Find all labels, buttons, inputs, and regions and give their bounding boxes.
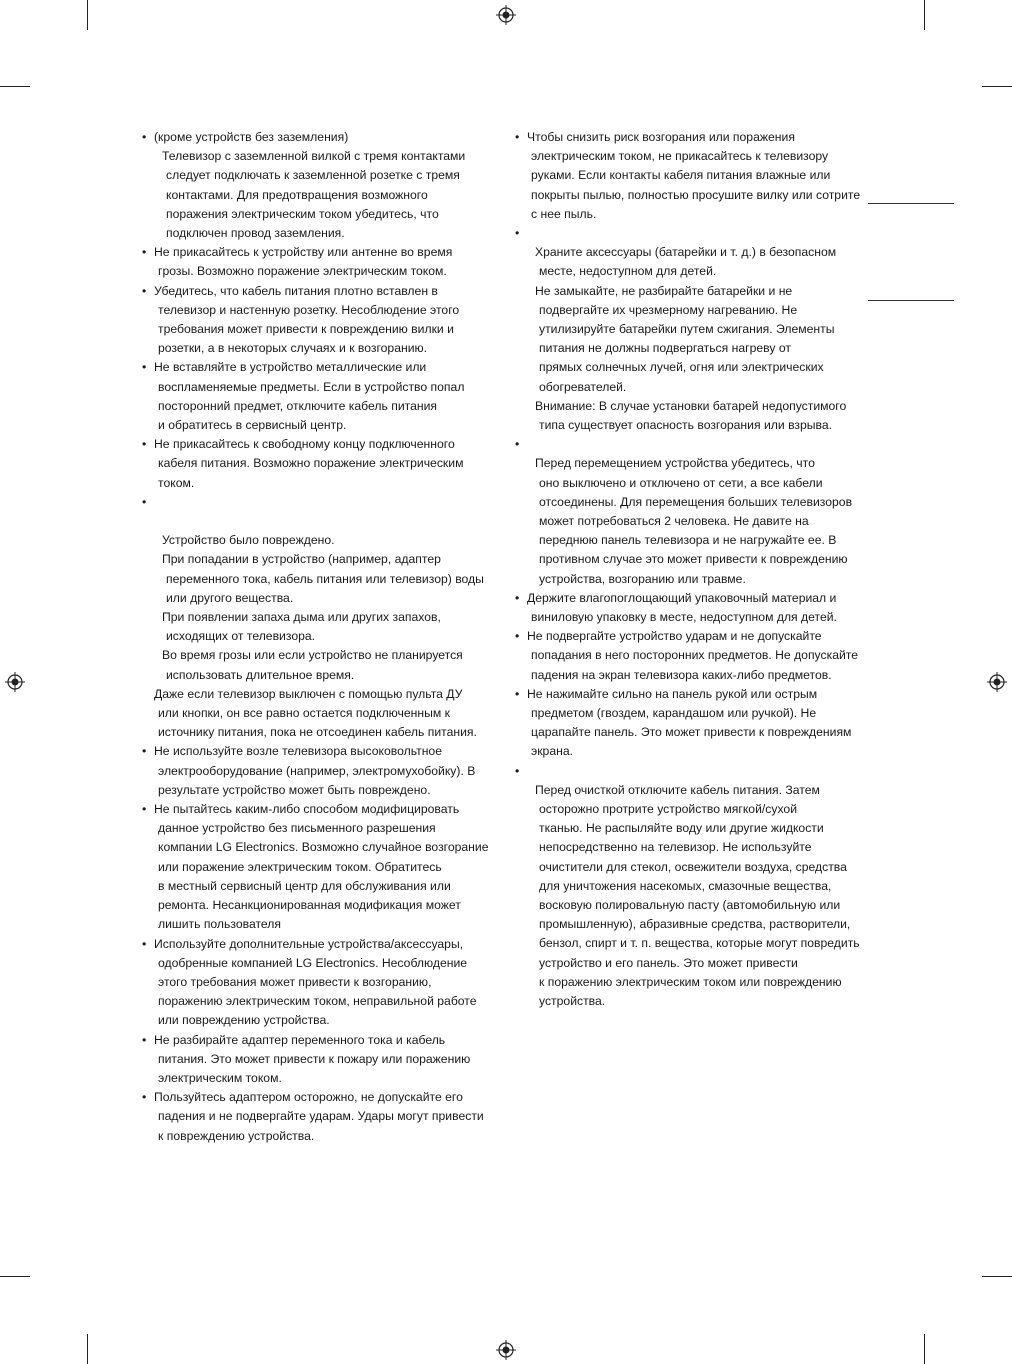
list-item: [142, 531, 487, 550]
paragraph-line: одобренные компанией LG Electronics. Несоблюдение: [158, 955, 468, 970]
paragraph-line: переменного тока, кабель питания или телевизор) воды: [166, 571, 484, 586]
list-item: [142, 1088, 487, 1146]
paragraph-line: требования может привести к повреждению вилки и: [158, 322, 454, 337]
paragraph-line: или поражение электрическим током. Обратитесь: [158, 859, 442, 874]
crop-mark-bottom-left-horizontal: [0, 1276, 30, 1277]
paragraph-line: устройства.: [539, 994, 606, 1009]
crop-mark-bottom-right-vertical: [924, 1334, 925, 1364]
paragraph-line: При попадании в устройство (например, адаптер: [162, 552, 441, 567]
list-item: [515, 454, 860, 588]
paragraph-line: источнику питания, пока не отсоединен кабель питания.: [158, 725, 477, 740]
paragraph-line: использовать длительное время.: [166, 667, 355, 682]
paragraph-line: телевизор и настенную розетку. Несоблюдение этого: [158, 302, 460, 317]
paragraph-line: или кнопки, он все равно остается подключенным к: [158, 706, 450, 721]
paragraph-line: данное устройство без письменного разрешения: [158, 821, 436, 836]
paragraph-line: подключен провод заземления.: [166, 226, 345, 241]
paragraph-line: устройство и его панель. Это может привести: [539, 955, 798, 970]
paragraph-line: падения на экран телевизора каких-либо предметов.: [531, 667, 832, 682]
paragraph-line: попадания в него посторонних предметов. Не допускайте: [531, 648, 859, 663]
paragraph-line: Телевизор с заземленной вилкой с тремя контактами: [162, 149, 466, 164]
paragraph-line: противном случае это может привести к повреждению: [539, 552, 848, 567]
paragraph-line: отсоединены. Для перемещения больших телевизоров: [539, 494, 853, 509]
paragraph-line: питания не должны подвергаться нагреву от: [539, 341, 791, 356]
bullet-marker: •: [142, 283, 147, 298]
paragraph-line: Перед очисткой отключите кабель питания. Затем: [535, 782, 820, 797]
paragraph-line: очистители для стекол, освежители воздуха, средства: [539, 859, 847, 874]
paragraph-line: Не пытайтесь каким-либо способом модифицировать: [154, 802, 460, 817]
paragraph-line: царапайте панель. Это может привести к повреждениям: [531, 725, 852, 740]
paragraph-line: грозы. Возможно поражение электрическим током.: [158, 264, 447, 279]
side-tab-divider: [868, 300, 954, 301]
paragraph-line: розетки, а в некоторых случаях и к возгоранию.: [158, 341, 428, 356]
bullet-marker: •: [142, 494, 147, 509]
paragraph-line: Не разбирайте адаптер переменного тока и кабель: [154, 1032, 446, 1047]
bullet-marker: •: [515, 226, 520, 241]
paragraph-line: компании LG Electronics. Возможно случайное возгорание: [158, 840, 489, 855]
paragraph-line: Внимание: В случае установки батарей недопустимого: [535, 398, 847, 413]
paragraph-line: типа существует опасность возгорания или взрыва.: [539, 418, 833, 433]
paragraph-line: для уничтожения насекомых, смазочные вещества,: [539, 878, 832, 893]
paragraph-line: электрооборудование (например, электромухобойку). В: [158, 763, 476, 778]
paragraph-line: [527, 224, 860, 243]
paragraph-line: питания. Это может привести к пожару или поражению: [158, 1051, 471, 1066]
paragraph-line: посторонний предмет, отключите кабель питания: [158, 398, 437, 413]
paragraph-line: промышленную), абразивные средства, растворители,: [539, 917, 851, 932]
paragraph-line: утилизируйте батарейки путем сжигания. Элементы: [539, 322, 835, 337]
list-item: [142, 243, 487, 281]
list-item: [142, 608, 487, 646]
list-item: [142, 493, 487, 531]
left-column: [142, 128, 487, 1146]
paragraph-line: месте, недоступном для детей.: [539, 264, 717, 279]
paragraph-line: Не вставляйте в устройство металлические или: [154, 360, 427, 375]
paragraph-line: Не нажимайте сильно на панель рукой или острым: [527, 686, 818, 701]
list-item: [515, 435, 860, 454]
paragraph-line: осторожно протрите устройство мягкой/сухой: [539, 802, 797, 817]
paragraph-line: воспламеняемые предметы. Если в устройство попал: [158, 379, 465, 394]
paragraph-line: непосредственно на телевизор. Не используйте: [539, 840, 812, 855]
paragraph-line: Пользуйтесь адаптером осторожно, не допускайте его: [154, 1090, 463, 1105]
paragraph-line: Во время грозы или если устройство не планируется: [162, 648, 463, 663]
paragraph-line: Используйте дополнительные устройства/аксессуары,: [154, 936, 464, 951]
paragraph-line: результате устройство может быть повреждено.: [158, 782, 431, 797]
list-item: [515, 781, 860, 1011]
paragraph-line: оно выключено и отключено от сети, а все кабели: [539, 475, 823, 490]
bullet-marker: •: [515, 763, 520, 778]
paragraph-line: экрана.: [531, 744, 574, 759]
bullet-marker: •: [142, 360, 147, 375]
bullet-marker: •: [142, 1090, 147, 1105]
list-item: [515, 128, 860, 224]
list-item: [515, 685, 860, 762]
registration-mark-icon: [987, 672, 1007, 692]
paragraph-line: к повреждению устройства.: [158, 1128, 315, 1143]
paragraph-line: Не замыкайте, не разбирайте батарейки и не: [535, 283, 793, 298]
list-item: [142, 685, 487, 743]
bullet-marker: •: [515, 590, 520, 605]
paragraph-line: током.: [158, 475, 195, 490]
list-item: [142, 128, 487, 147]
list-item: [142, 435, 487, 493]
list-item: [515, 589, 860, 627]
list-item: [142, 646, 487, 684]
paragraph-line: может потребоваться 2 человека. Не давите на: [539, 514, 809, 529]
bullet-marker: •: [142, 245, 147, 260]
paragraph-line: следует подключать к заземленной розетке с тремя: [166, 168, 460, 183]
registration-mark-icon: [496, 1340, 516, 1360]
right-column: [515, 128, 860, 1011]
paragraph-line: обогревателей.: [539, 379, 627, 394]
paragraph-line: [527, 435, 860, 454]
paragraph-line: Чтобы снизить риск возгорания или поражения: [527, 130, 795, 144]
list-item: [142, 147, 487, 243]
paragraph-line: исходящих от телевизора.: [166, 629, 316, 644]
paragraph-line: Даже если телевизор выключен с помощью пульта ДУ: [154, 686, 463, 701]
paragraph-line: падения и не подвергайте ударам. Удары могут привести: [158, 1109, 484, 1124]
list-item: [515, 762, 860, 781]
bullet-marker: •: [515, 629, 520, 644]
paragraph-line: Не подвергайте устройство ударам и не допускайте: [527, 629, 822, 644]
paragraph-line: этого требования может привести к возгоранию,: [158, 974, 432, 989]
paragraph-line: контактами. Для предотвращения возможного: [166, 187, 428, 202]
paragraph-line: Не прикасайтесь к устройству или антенне во время: [154, 245, 453, 260]
paragraph-line: (кроме устройств без заземления): [154, 130, 349, 144]
list-item: [515, 243, 860, 281]
paragraph-line: ремонта. Несанкционированная модификация может: [158, 898, 461, 913]
list-item: [142, 742, 487, 800]
paragraph-line: покрыты пылью, полностью просушите вилку или сотрите: [531, 187, 861, 202]
list-item: [515, 282, 860, 397]
list-item: [142, 1031, 487, 1089]
crop-mark-bottom-right-horizontal: [982, 1276, 1012, 1277]
paragraph-line: электрическим током.: [158, 1070, 282, 1085]
paragraph-line: поражению электрическим током, неправильной работе: [158, 994, 477, 1009]
list-item: [515, 627, 860, 685]
paragraph-line: При появлении запаха дыма или других запахов,: [162, 610, 441, 625]
paragraph-line: кабеля питания. Возможно поражение электрическим: [158, 456, 464, 471]
crop-mark-bottom-left-vertical: [87, 1334, 88, 1364]
paragraph-line: или другого вещества.: [166, 590, 294, 605]
registration-mark-icon: [5, 672, 25, 692]
paragraph-line: устройства, возгоранию или травме.: [539, 571, 746, 586]
paragraph-line: Устройство было повреждено.: [162, 533, 335, 548]
list-item: [142, 282, 487, 359]
paragraph-line: [527, 762, 860, 781]
paragraph-line: в местный сервисный центр для обслуживания или: [158, 878, 451, 893]
crop-mark-top-left-vertical: [87, 0, 88, 30]
paragraph-line: Не используйте возле телевизора высоковольтное: [154, 744, 442, 759]
paragraph-line: Храните аксессуары (батарейки и т. д.) в безопасном: [535, 245, 837, 260]
paragraph-line: с нее пыль.: [531, 206, 597, 221]
side-tab-divider: [868, 203, 954, 204]
bullet-marker: •: [515, 686, 520, 701]
paragraph-line: лишить пользователя: [158, 917, 281, 932]
bullet-marker: •: [142, 936, 147, 951]
paragraph-line: [154, 512, 487, 531]
bullet-marker: •: [142, 130, 147, 144]
paragraph-line: [154, 493, 487, 512]
list-item: [515, 224, 860, 243]
paragraph-line: переднюю панель телевизора и не нагружайте ее. В: [539, 533, 837, 548]
crop-mark-top-right-vertical: [924, 0, 925, 30]
list-item: [142, 800, 487, 934]
paragraph-line: поражения электрическим током убедитесь, что: [166, 206, 439, 221]
paragraph-line: предметом (гвоздем, карандашом или ручкой). Не: [531, 706, 817, 721]
bullet-marker: •: [515, 130, 520, 144]
crop-mark-top-left-horizontal: [0, 86, 30, 87]
paragraph-line: Убедитесь, что кабель питания плотно вставлен в: [154, 283, 438, 298]
paragraph-line: и обратитесь в сервисный центр.: [158, 418, 347, 433]
paragraph-line: Перед перемещением устройства убедитесь, что: [535, 456, 815, 471]
paragraph-line: руками. Если контакты кабеля питания влажные или: [531, 168, 831, 183]
list-item: [142, 550, 487, 608]
paragraph-line: бензол, спирт и т. п. вещества, которые могут повредить: [539, 936, 860, 951]
bullet-marker: •: [142, 802, 147, 817]
list-item: [142, 358, 487, 435]
list-item: [515, 397, 860, 435]
paragraph-line: Не прикасайтесь к свободному концу подключенного: [154, 437, 455, 452]
bullet-marker: •: [142, 744, 147, 759]
paragraph-line: Держите влагопоглощающий упаковочный материал и: [527, 590, 837, 605]
bullet-marker: •: [142, 437, 147, 452]
paragraph-line: тканью. Не распыляйте воду или другие жидкости: [539, 821, 824, 836]
bullet-marker: •: [515, 437, 520, 452]
paragraph-line: к поражению электрическим током или повреждению: [539, 974, 842, 989]
registration-mark-icon: [496, 5, 516, 25]
paragraph-line: восковую полировальную пасту (автомобильную или: [539, 898, 841, 913]
list-item: [142, 935, 487, 1031]
paragraph-line: или повреждению устройства.: [158, 1013, 330, 1028]
paragraph-line: электрическим током, не прикасайтесь к телевизору: [531, 149, 829, 164]
bullet-marker: •: [142, 1032, 147, 1047]
crop-mark-top-right-horizontal: [982, 86, 1012, 87]
paragraph-line: виниловую упаковку в месте, недоступном для детей.: [531, 610, 837, 625]
paragraph-line: прямых солнечных лучей, огня или электрических: [539, 360, 824, 375]
paragraph-line: подвергайте их чрезмерному нагреванию. Не: [539, 302, 798, 317]
